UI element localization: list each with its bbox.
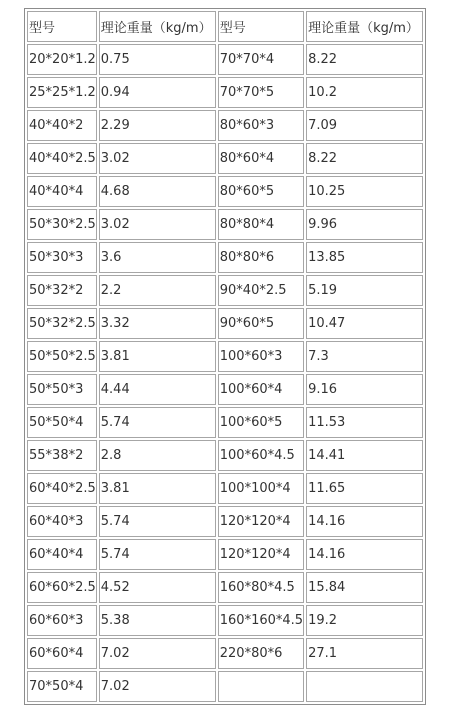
- cell-weight: 4.68: [99, 176, 216, 207]
- cell-model: 100*100*4: [218, 473, 304, 504]
- cell-weight: 2.8: [99, 440, 216, 471]
- table-row: [27, 572, 423, 603]
- cell-weight: [306, 671, 423, 702]
- table-row: [27, 473, 423, 504]
- table-row: [27, 440, 423, 471]
- table-header-row: [27, 11, 423, 42]
- cell-weight: 5.38: [99, 605, 216, 636]
- cell-model: 60*60*4: [27, 638, 97, 669]
- cell-model: 60*40*4: [27, 539, 97, 570]
- cell-model: 50*32*2.5: [27, 308, 97, 339]
- cell-weight: 8.22: [306, 143, 423, 174]
- cell-weight: 3.81: [99, 341, 216, 372]
- cell-weight: 4.44: [99, 374, 216, 405]
- cell-weight: 3.81: [99, 473, 216, 504]
- cell-model: 100*60*3: [218, 341, 304, 372]
- cell-weight: 7.02: [99, 638, 216, 669]
- cell-weight: 19.2: [306, 605, 423, 636]
- cell-model: 100*60*5: [218, 407, 304, 438]
- cell-weight: 9.16: [306, 374, 423, 405]
- cell-weight: 0.75: [99, 44, 216, 75]
- cell-model: 50*50*3: [27, 374, 97, 405]
- cell-model: 40*40*2: [27, 110, 97, 141]
- header-model: 型号: [27, 11, 97, 42]
- table-row: [27, 176, 423, 207]
- header-weight: 理论重量（kg/m）: [99, 11, 216, 42]
- cell-model: 60*40*2.5: [27, 473, 97, 504]
- table-row: [27, 605, 423, 636]
- cell-model: 90*40*2.5: [218, 275, 304, 306]
- cell-weight: 14.16: [306, 506, 423, 537]
- cell-model: 160*80*4.5: [218, 572, 304, 603]
- cell-weight: 0.94: [99, 77, 216, 108]
- cell-weight: 7.3: [306, 341, 423, 372]
- table-row: [27, 671, 423, 702]
- cell-model: 50*30*3: [27, 242, 97, 273]
- cell-weight: 7.02: [99, 671, 216, 702]
- cell-weight: 5.74: [99, 539, 216, 570]
- cell-model: 90*60*5: [218, 308, 304, 339]
- cell-model: 50*32*2: [27, 275, 97, 306]
- cell-weight: 27.1: [306, 638, 423, 669]
- cell-model: 70*70*5: [218, 77, 304, 108]
- table-row: [27, 407, 423, 438]
- cell-weight: 10.25: [306, 176, 423, 207]
- cell-model: [218, 671, 304, 702]
- cell-weight: 5.19: [306, 275, 423, 306]
- cell-model: 100*60*4: [218, 374, 304, 405]
- table-row: [27, 506, 423, 537]
- cell-model: 70*70*4: [218, 44, 304, 75]
- table-row: [27, 110, 423, 141]
- cell-weight: 7.09: [306, 110, 423, 141]
- cell-weight: 3.6: [99, 242, 216, 273]
- cell-model: 80*60*4: [218, 143, 304, 174]
- table-row: [27, 275, 423, 306]
- cell-weight: 9.96: [306, 209, 423, 240]
- cell-model: 40*40*4: [27, 176, 97, 207]
- cell-weight: 13.85: [306, 242, 423, 273]
- header-weight: 理论重量（kg/m）: [306, 11, 423, 42]
- table-row: [27, 242, 423, 273]
- cell-weight: 10.2: [306, 77, 423, 108]
- cell-model: 100*60*4.5: [218, 440, 304, 471]
- cell-model: 20*20*1.2: [27, 44, 97, 75]
- table-row: [27, 341, 423, 372]
- cell-model: 120*120*4: [218, 539, 304, 570]
- cell-model: 50*30*2.5: [27, 209, 97, 240]
- cell-model: 60*60*2.5: [27, 572, 97, 603]
- cell-model: 70*50*4: [27, 671, 97, 702]
- cell-weight: 5.74: [99, 407, 216, 438]
- weight-table: [24, 8, 426, 705]
- table-row: [27, 308, 423, 339]
- table-row: [27, 77, 423, 108]
- cell-model: 120*120*4: [218, 506, 304, 537]
- cell-weight: 4.52: [99, 572, 216, 603]
- cell-weight: 11.53: [306, 407, 423, 438]
- table-row: [27, 209, 423, 240]
- cell-model: 50*50*2.5: [27, 341, 97, 372]
- cell-weight: 2.2: [99, 275, 216, 306]
- table-row: [27, 638, 423, 669]
- cell-model: 80*80*4: [218, 209, 304, 240]
- cell-weight: 15.84: [306, 572, 423, 603]
- cell-weight: 5.74: [99, 506, 216, 537]
- table-row: [27, 374, 423, 405]
- cell-weight: 14.16: [306, 539, 423, 570]
- header-model: 型号: [218, 11, 304, 42]
- cell-weight: 8.22: [306, 44, 423, 75]
- cell-weight: 14.41: [306, 440, 423, 471]
- cell-model: 220*80*6: [218, 638, 304, 669]
- cell-model: 25*25*1.2: [27, 77, 97, 108]
- cell-weight: 3.02: [99, 209, 216, 240]
- cell-model: 55*38*2: [27, 440, 97, 471]
- cell-model: 80*60*5: [218, 176, 304, 207]
- cell-weight: 11.65: [306, 473, 423, 504]
- table-row: [27, 539, 423, 570]
- cell-model: 50*50*4: [27, 407, 97, 438]
- cell-model: 80*60*3: [218, 110, 304, 141]
- cell-model: 60*40*3: [27, 506, 97, 537]
- cell-weight: 3.02: [99, 143, 216, 174]
- table-row: [27, 143, 423, 174]
- cell-weight: 2.29: [99, 110, 216, 141]
- cell-weight: 3.32: [99, 308, 216, 339]
- cell-model: 40*40*2.5: [27, 143, 97, 174]
- cell-model: 60*60*3: [27, 605, 97, 636]
- table-row: [27, 44, 423, 75]
- cell-weight: 10.47: [306, 308, 423, 339]
- cell-model: 160*160*4.5: [218, 605, 304, 636]
- cell-model: 80*80*6: [218, 242, 304, 273]
